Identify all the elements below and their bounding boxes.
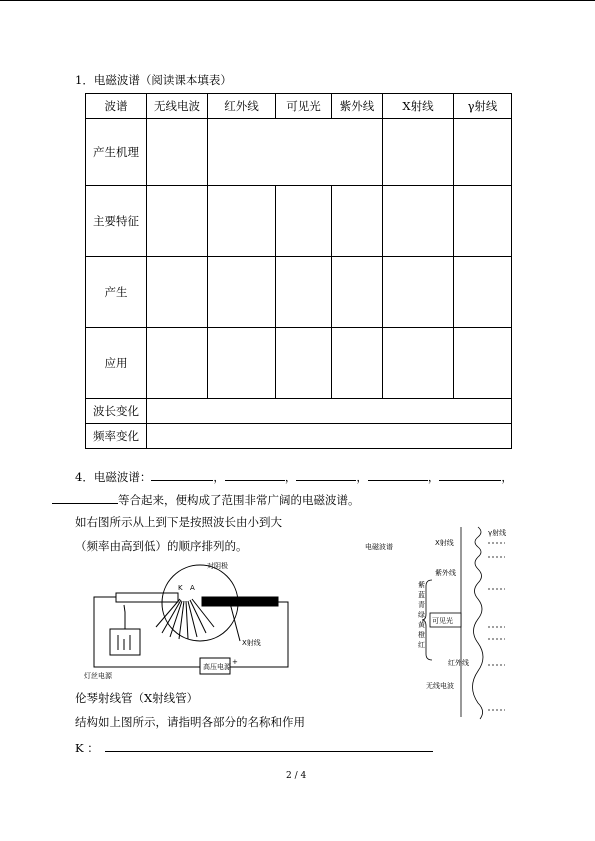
table-cell [332, 186, 383, 257]
table-cell [276, 186, 332, 257]
header-cell: 紫外线 [332, 94, 383, 119]
blank-line [439, 468, 501, 481]
header-cell: 无线电波 [147, 94, 208, 119]
row-label: 产生 [86, 257, 147, 328]
table-cell [454, 119, 512, 186]
blank-line [296, 468, 356, 481]
table-cell [383, 119, 454, 186]
table-cell [147, 119, 208, 186]
header-cell: 红外线 [208, 94, 276, 119]
blank-line [52, 491, 118, 504]
blank-line [368, 468, 428, 481]
spectrum-title: 电磁波谱 [365, 543, 393, 551]
table-header-row [86, 94, 512, 119]
table-cell [208, 186, 276, 257]
row-label: 主要特征 [86, 186, 147, 257]
spectrum-table [85, 93, 512, 449]
table-cell [208, 119, 383, 186]
label-anticathode: 对阴极 [207, 562, 228, 570]
table-cell [276, 328, 332, 399]
header-cell: γ射线 [454, 94, 512, 119]
table-cell [208, 257, 276, 328]
label-k: K [178, 584, 183, 592]
table-cell [454, 257, 512, 328]
table-cell [208, 328, 276, 399]
table-cell [383, 328, 454, 399]
tube-title: 伦琴射线管（X射线管） [75, 691, 199, 705]
k-label: K ： [75, 741, 99, 755]
em-spectrum-figure [360, 525, 535, 720]
k-answer-line [105, 739, 433, 752]
table-cell [147, 257, 208, 328]
table-cell [147, 424, 512, 449]
table-row [86, 424, 512, 449]
k-question [75, 739, 433, 755]
radio-label: 无线电波 [426, 682, 454, 690]
section4-label: 4．电磁波谱： [75, 470, 152, 484]
row-label: 产生机理 [86, 119, 147, 186]
gamma-label: γ射线 [488, 529, 507, 537]
xray-label: X射线 [435, 539, 454, 547]
table-cell [332, 257, 383, 328]
label-xray: X射线 [242, 639, 261, 647]
table-cell [276, 257, 332, 328]
label-plus: + [232, 658, 238, 666]
xray-tube-figure [80, 557, 300, 683]
label-filament-power: 灯丝电源 [84, 672, 112, 680]
comma: ， [284, 470, 297, 484]
top-rule [0, 0, 595, 1]
side-color: 绿 [418, 611, 425, 619]
table-cell [147, 186, 208, 257]
visible-label: 可见光 [432, 617, 453, 625]
section1-title: 1．电磁波谱（阅读课本填表） [75, 73, 232, 87]
label-a: A [190, 584, 195, 592]
label-high-voltage: 高压电源 [203, 663, 231, 671]
table-cell [147, 399, 512, 424]
side-color: 红 [418, 641, 425, 649]
comma: ， [356, 470, 368, 484]
table-cell [147, 328, 208, 399]
table-cell [383, 186, 454, 257]
header-cell: X射线 [383, 94, 454, 119]
table-row [86, 328, 512, 399]
section4-line1 [75, 468, 513, 484]
ir-label: 红外线 [448, 659, 469, 667]
side-color: 青 [418, 601, 425, 609]
table-row [86, 399, 512, 424]
table-cell [332, 328, 383, 399]
blank-line [151, 468, 213, 481]
side-color: 橙 [418, 631, 425, 639]
header-cell: 波谱 [86, 94, 147, 119]
structure-text: 结构如上图所示，请指明各部分的名称和作用 [75, 715, 305, 729]
comma: ， [213, 470, 225, 484]
comma: ， [501, 470, 513, 484]
section4-desc1: 如右图所示从上到下是按照波长由小到大 [75, 515, 282, 529]
page-number: 2 / 4 [286, 771, 307, 781]
side-color: 蓝 [418, 591, 425, 599]
table-cell [454, 328, 512, 399]
table-cell [383, 257, 454, 328]
blank-line [225, 468, 285, 481]
uv-label: 紫外线 [435, 569, 456, 577]
header-cell: 可见光 [276, 94, 332, 119]
table-row [86, 186, 512, 257]
table-row [86, 119, 512, 186]
row-label: 波长变化 [86, 399, 147, 424]
table-row [86, 257, 512, 328]
section4-desc2: （频率由高到低）的顺序排列的。 [75, 539, 248, 553]
table-cell [454, 186, 512, 257]
comma: ， [427, 470, 440, 484]
section4-line2 [52, 491, 360, 507]
side-color: 紫 [418, 581, 425, 589]
side-color: 黄 [418, 621, 425, 629]
section4-tail-text: 等合起来，便构成了范围非常广阔的电磁波谱。 [118, 493, 360, 507]
row-label: 频率变化 [86, 424, 147, 449]
row-label: 应用 [86, 328, 147, 399]
